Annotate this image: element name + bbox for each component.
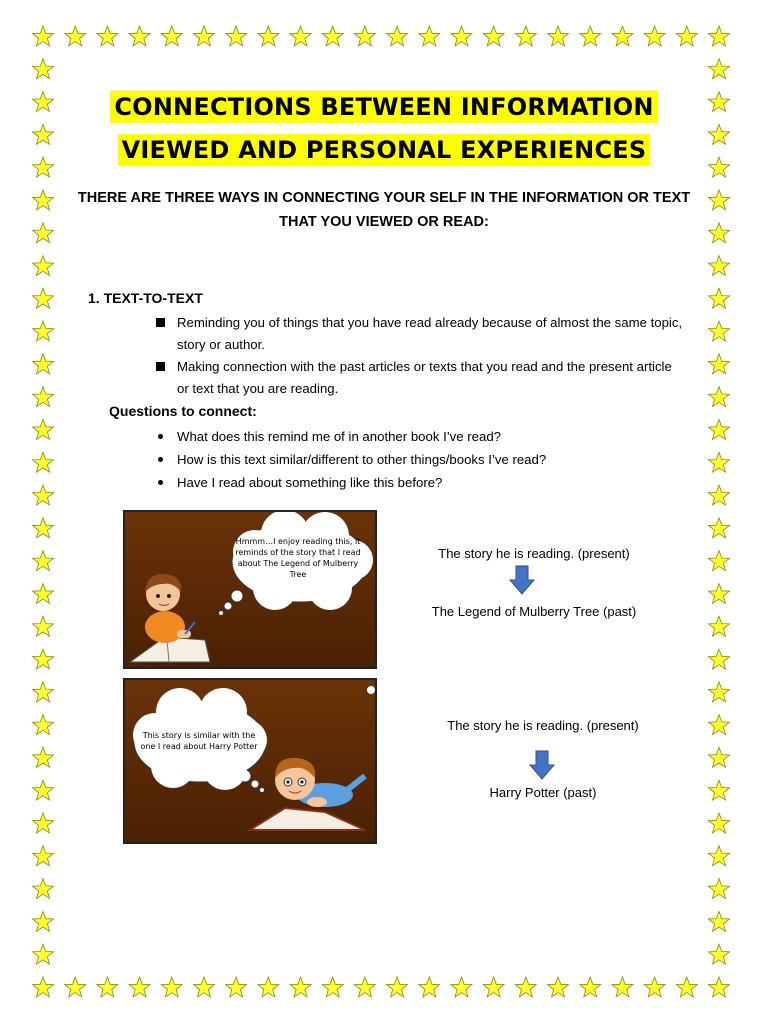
star-icon xyxy=(129,977,150,997)
star-icon xyxy=(33,944,54,964)
dot-bullet-icon xyxy=(158,480,163,485)
star-icon xyxy=(33,780,54,800)
star-icon xyxy=(33,682,54,702)
star-icon xyxy=(709,551,730,571)
star-icon xyxy=(322,977,343,997)
illustration-panel-1 xyxy=(123,510,377,669)
past-label: Harry Potter (past) xyxy=(489,785,597,800)
illustration-panel-2 xyxy=(123,678,377,844)
star-icon xyxy=(709,649,730,669)
star-icon xyxy=(33,223,54,243)
star-icon xyxy=(33,256,54,276)
question-item: How is this text similar/different to other things/books I’ve read? xyxy=(177,452,547,467)
title-text-1: CONNECTIONS BETWEEN INFORMATION xyxy=(110,91,657,123)
star-icon xyxy=(354,26,375,46)
star-icon xyxy=(612,977,633,997)
title-text-2: VIEWED AND PERSONAL EXPERIENCES xyxy=(118,134,651,166)
bullet-text: Making connection with the past articles or texts that you read and the present article or text that you are reading. xyxy=(177,359,672,396)
star-icon xyxy=(33,452,54,472)
star-icon xyxy=(709,780,730,800)
star-icon xyxy=(676,26,697,46)
dot-bullet-icon xyxy=(158,457,163,462)
star-icon xyxy=(709,944,730,964)
star-icon xyxy=(258,977,279,997)
star-icon xyxy=(709,256,730,276)
star-icon xyxy=(65,26,86,46)
question-item: Have I read about something like this before? xyxy=(177,475,443,490)
star-icon xyxy=(644,26,665,46)
star-icon xyxy=(97,26,118,46)
intro-text: THERE ARE THREE WAYS IN CONNECTING YOUR SELF IN THE INFORMATION OR TEXT THAT YOU VIEWED OR READ: xyxy=(77,190,691,230)
boy-lying-reading-illustration xyxy=(125,680,375,842)
star-icon xyxy=(709,518,730,538)
star-icon xyxy=(33,977,54,997)
star-icon xyxy=(33,846,54,866)
star-icon xyxy=(451,26,472,46)
star-icon xyxy=(548,26,569,46)
star-icon xyxy=(33,747,54,767)
star-icon xyxy=(709,616,730,636)
star-icon xyxy=(258,26,279,46)
star-icon xyxy=(580,977,601,997)
star-icon xyxy=(33,59,54,79)
star-icon xyxy=(226,977,247,997)
star-icon xyxy=(33,518,54,538)
bullet-text: Reminding you of things that you have read already because of almost the same topic, story or author. xyxy=(177,315,683,352)
star-icon xyxy=(33,715,54,735)
star-icon xyxy=(33,420,54,440)
star-icon xyxy=(387,977,408,997)
star-icon xyxy=(515,26,536,46)
past-label: The Legend of Mulberry Tree (past) xyxy=(431,604,637,619)
star-icon xyxy=(387,26,408,46)
star-icon xyxy=(33,584,54,604)
square-bullet-icon xyxy=(156,318,165,327)
thought-bubble-text: This story is similar with the one I read about Harry Potter xyxy=(140,731,258,751)
star-icon xyxy=(709,584,730,604)
star-icon xyxy=(322,26,343,46)
star-icon xyxy=(65,977,86,997)
star-icon xyxy=(709,682,730,702)
star-icon xyxy=(194,977,215,997)
star-icon xyxy=(161,977,182,997)
star-icon xyxy=(709,387,730,407)
star-icon xyxy=(580,26,601,46)
star-icon xyxy=(33,485,54,505)
star-icon xyxy=(483,26,504,46)
question-item: What does this remind me of in another book I’ve read? xyxy=(177,429,502,444)
star-icon xyxy=(709,911,730,931)
star-icon xyxy=(709,288,730,308)
section-heading: 1. TEXT-TO-TEXT xyxy=(88,290,203,306)
star-icon xyxy=(709,977,730,997)
star-icon xyxy=(194,26,215,46)
star-icon xyxy=(33,551,54,571)
star-icon xyxy=(709,846,730,866)
dot-bullet-icon xyxy=(158,434,163,439)
star-icon xyxy=(129,26,150,46)
star-icon xyxy=(709,747,730,767)
star-icon xyxy=(709,321,730,341)
present-label: The story he is reading. (present) xyxy=(438,546,630,561)
star-icon xyxy=(33,387,54,407)
star-icon xyxy=(709,59,730,79)
star-icon xyxy=(676,977,697,997)
star-icon xyxy=(419,26,440,46)
star-icon xyxy=(354,977,375,997)
star-icon xyxy=(644,977,665,997)
star-icon xyxy=(33,813,54,833)
star-icon xyxy=(161,26,182,46)
star-icon xyxy=(33,354,54,374)
star-icon xyxy=(33,190,54,210)
questions-heading: Questions to connect: xyxy=(109,403,257,419)
star-icon xyxy=(33,911,54,931)
star-icon xyxy=(419,977,440,997)
star-icon xyxy=(33,26,54,46)
star-icon xyxy=(483,977,504,997)
star-icon xyxy=(709,452,730,472)
star-icon xyxy=(33,879,54,899)
star-icon xyxy=(33,649,54,669)
star-icon xyxy=(709,715,730,735)
star-icon xyxy=(709,420,730,440)
star-icon xyxy=(709,223,730,243)
star-icon xyxy=(33,288,54,308)
page-title-line-1 xyxy=(0,93,768,121)
square-bullet-icon xyxy=(156,362,165,371)
star-icon xyxy=(515,977,536,997)
star-icon xyxy=(612,26,633,46)
star-icon xyxy=(709,190,730,210)
star-icon xyxy=(709,879,730,899)
page-title-line-2 xyxy=(0,136,768,164)
down-arrow-icon xyxy=(529,750,555,780)
star-icon xyxy=(33,616,54,636)
star-icon xyxy=(451,977,472,997)
star-icon xyxy=(97,977,118,997)
star-icon xyxy=(290,26,311,46)
present-label: The story he is reading. (present) xyxy=(447,718,639,733)
star-icon xyxy=(709,354,730,374)
star-icon xyxy=(709,485,730,505)
star-icon xyxy=(33,321,54,341)
star-icon xyxy=(709,26,730,46)
star-icon xyxy=(290,977,311,997)
star-icon xyxy=(548,977,569,997)
thought-bubble-text: Hmmm…I enjoy reading this, it reminds of the story that I read about The Legend of Mulberry Tree xyxy=(235,537,361,579)
star-icon xyxy=(709,813,730,833)
star-icon xyxy=(226,26,247,46)
down-arrow-icon xyxy=(509,565,535,595)
